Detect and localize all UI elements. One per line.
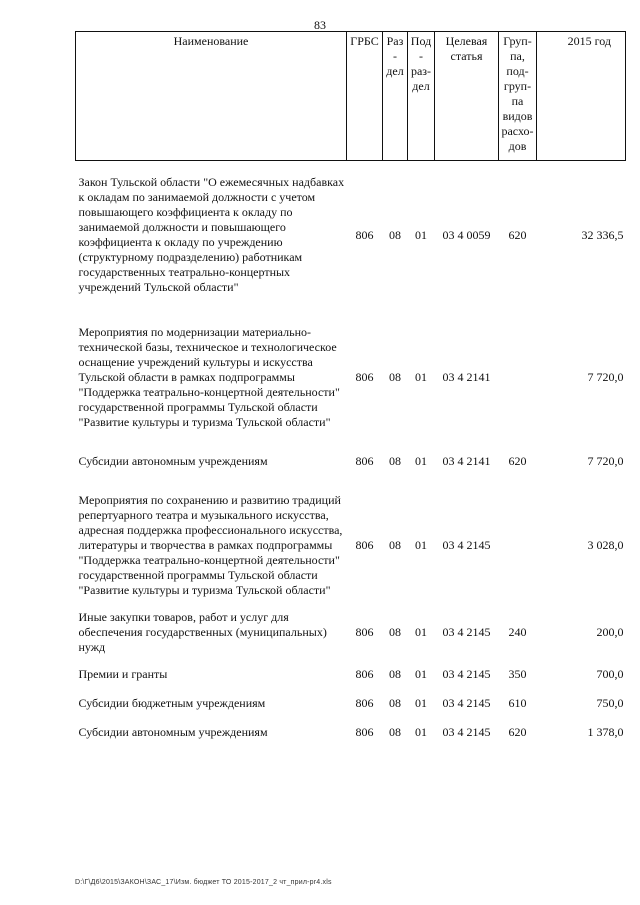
cell-grbs: 806 (355, 696, 374, 710)
cell-razdel: 08 (389, 667, 401, 681)
table-row (76, 325, 626, 430)
page-number: 83 (314, 18, 326, 32)
cell-podrazdel: 01 (415, 625, 427, 639)
header-year-2015: 2015 год (537, 32, 626, 161)
cell-grbs: 806 (355, 538, 374, 552)
cell-grbs: 806 (355, 370, 374, 384)
cell-razdel: 08 (389, 538, 401, 552)
file-path-footer: D:\Г\Д6\2015\ЗАКОН\ЗАС_17\Изм. бюджет ТО 2015-2017_2 чт_прил-pr4.xls (75, 879, 332, 886)
cell-vid-rashodov (499, 493, 537, 598)
cell-sum-2015: 32 336,5 (581, 227, 624, 242)
cell-celevaya-statya: 03 4 2145 (442, 725, 491, 739)
cell-sum-2015: 1 378,0 (587, 725, 624, 739)
header-celevaya-statya: Целевая статья (435, 32, 499, 161)
cell-sum-2015: 200,0 (596, 625, 624, 639)
row-spacer (76, 295, 626, 325)
cell-vid-rashodov (499, 325, 537, 430)
cell-podrazdel: 01 (415, 725, 427, 739)
cell-celevaya-statya: 03 4 2141 (442, 454, 491, 468)
cell-name: Мероприятия по модернизации материально-технической базы, техническое и технологическое оснащение учреждений культуры и искусства Тульской области в рамках подпрограммы "Поддержка театрально-концертной деятельности" государственной программы Тульской области "Развитие культуры и туризма Тульской области" (78, 325, 340, 429)
cell-podrazdel: 01 (415, 538, 427, 552)
header-grbs: ГРБС (347, 32, 383, 161)
cell-celevaya-statya: 03 4 2145 (442, 667, 491, 681)
cell-sum-2015: 700,0 (596, 667, 624, 681)
cell-sum-2015: 750,0 (596, 696, 624, 710)
table-row (76, 454, 626, 469)
table-row (76, 667, 626, 682)
cell-vid-rashodov: 240 (508, 625, 527, 639)
row-spacer (76, 430, 626, 454)
cell-name: Субсидии автономным учреждениям (78, 454, 268, 468)
cell-celevaya-statya: 03 4 2145 (442, 538, 491, 552)
cell-name: Субсидии автономным учреждениям (78, 725, 268, 739)
cell-vid-rashodov: 350 (508, 667, 527, 681)
cell-podrazdel: 01 (415, 227, 427, 242)
cell-sum-2015: 7 720,0 (587, 454, 624, 468)
cell-razdel: 08 (389, 696, 401, 710)
cell-grbs: 806 (355, 667, 374, 681)
cell-celevaya-statya: 03 4 2145 (442, 696, 491, 710)
cell-razdel: 08 (389, 625, 401, 639)
table-row (76, 175, 626, 295)
header-razdel: Раз- дел (383, 32, 408, 161)
header-podrazdel: Под- раз- дел (408, 32, 435, 161)
cell-grbs: 806 (355, 227, 374, 242)
cell-grbs: 806 (355, 625, 374, 639)
row-spacer (76, 682, 626, 696)
row-spacer (76, 161, 626, 176)
row-spacer (76, 598, 626, 610)
cell-razdel: 08 (389, 454, 401, 468)
table-header-row (76, 32, 626, 161)
table-row (76, 725, 626, 740)
cell-podrazdel: 01 (415, 454, 427, 468)
cell-podrazdel: 01 (415, 667, 427, 681)
cell-vid-rashodov: 610 (508, 696, 527, 710)
cell-name: Закон Тульской области "О ежемесячных надбавках к окладам по занимаемой должности с учетом повышающего коэффициента к окладу по занимаемой должности и повышающего коэффициента к окладу по учреждению (структурному подразделению) работникам государственных театрально-концертных учреждений Тульской области" (78, 175, 345, 294)
table-row (76, 696, 626, 711)
row-spacer (76, 469, 626, 493)
cell-grbs: 806 (355, 725, 374, 739)
cell-name: Субсидии бюджетным учреждениям (78, 696, 266, 710)
cell-sum-2015: 7 720,0 (587, 370, 624, 384)
cell-razdel: 08 (389, 725, 401, 739)
cell-razdel: 08 (389, 370, 401, 384)
cell-celevaya-statya: 03 4 2145 (442, 625, 491, 639)
header-name: Наименование (76, 32, 347, 161)
header-vid-rashodov: Груп- па, под- груп- па видов расхо- дов (499, 32, 537, 161)
budget-table (75, 31, 626, 740)
cell-vid-rashodov: 620 (508, 454, 527, 468)
table-row (76, 493, 626, 598)
cell-podrazdel: 01 (415, 370, 427, 384)
cell-name: Мероприятия по сохранению и развитию традиций репертуарного театра и музыкального искусства, адресная поддержка профессионального искусства, литературы и творчества в рамках подпрограммы "Поддержка театрально-концертной деятельности" государственной программы Тульской области "Развитие культуры и туризма Тульской области" (78, 493, 343, 597)
cell-name: Иные закупки товаров, работ и услуг для обеспечения государственных (муниципальных) нужд (78, 610, 327, 654)
cell-celevaya-statya: 03 4 0059 (442, 227, 491, 242)
cell-vid-rashodov: 620 (508, 725, 527, 739)
row-spacer (76, 655, 626, 667)
cell-podrazdel: 01 (415, 696, 427, 710)
cell-name: Премии и гранты (78, 667, 168, 681)
cell-grbs: 806 (355, 454, 374, 468)
cell-razdel: 08 (389, 227, 401, 242)
table-body (76, 161, 626, 741)
cell-sum-2015: 3 028,0 (587, 538, 624, 552)
cell-celevaya-statya: 03 4 2141 (442, 370, 491, 384)
table-row (76, 610, 626, 655)
cell-vid-rashodov: 620 (508, 227, 527, 242)
row-spacer (76, 711, 626, 725)
